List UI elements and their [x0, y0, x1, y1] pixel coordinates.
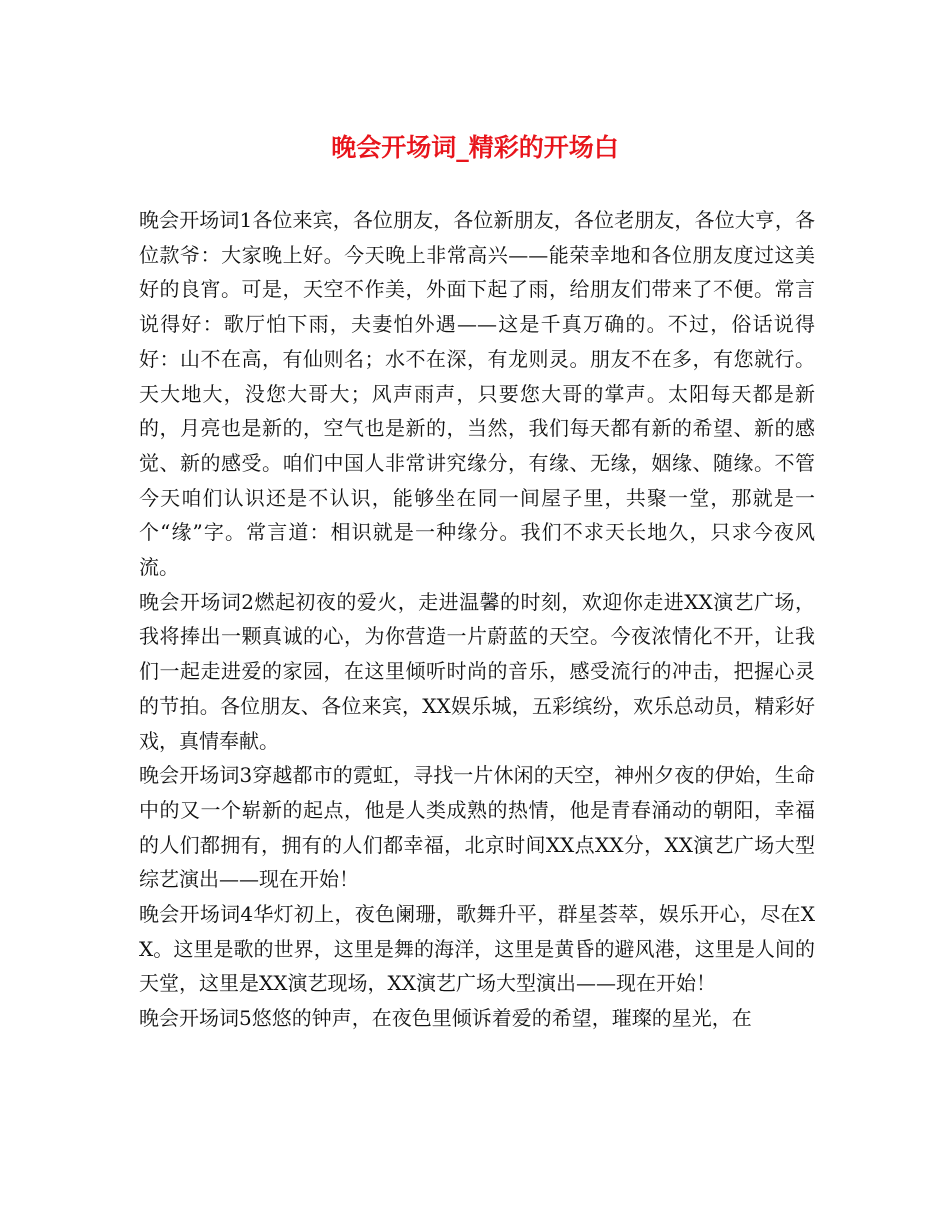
- paragraph-opening-5: 晚会开场词5悠悠的钟声，在夜色里倾诉着爱的希望，璀璨的星光，在: [139, 1006, 752, 1031]
- document-title: 晚会开场词_精彩的开场白: [331, 133, 619, 162]
- paragraph-opening-2: 晚会开场词2燃起初夜的爱火，走进温馨的时刻，欢迎你走进XX演艺广场，我将捧出一颗真诚的心，为你营造一片蔚蓝的天空。今夜浓情化不开，让我们一起走进爱的家园，在这里倾听时尚的音乐，感受流行的冲击，把握心灵的节拍。各位朋友、各位来宾，XX娱乐城，五彩缤纷，欢乐总动员，精彩好戏，真情奉献。: [139, 589, 815, 753]
- document-body: [139, 203, 815, 1036]
- paragraph-opening-1: 晚会开场词1各位来宾，各位朋友，各位新朋友，各位老朋友，各位大亨，各位款爷：大家晚上好。今天晚上非常高兴——能荣幸地和各位朋友度过这美好的良宵。可是，天空不作美，外面下起了雨，给朋友们带来了不便。常言说得好：歌厅怕下雨，夫妻怕外遇——这是千真万确的。不过，俗话说得好：山不在高，有仙则名；水不在深，有龙则灵。朋友不在多，有您就行。天大地大，没您大哥大；风声雨声，只要您大哥的掌声。太阳每天都是新的，月亮也是新的，空气也是新的，当然，我们每天都有新的希望、新的感觉、新的感受。咱们中国人非常讲究缘分，有缘、无缘，姻缘、随缘。不管今天咱们认识还是不认识，能够坐在同一间屋子里，共聚一堂，那就是一个“缘”字。常言道：相识就是一种缘分。我们不求天长地久，只求今夜风流。: [139, 208, 815, 580]
- paragraph-opening-3: 晚会开场词3穿越都市的霓虹，寻找一片休闲的天空，神州夕夜的伊始，生命中的又一个崭新的起点，他是人类成熟的热情，他是青春涌动的朝阳，幸福的人们都拥有，拥有的人们都幸福，北京时间XX点XX分，XX演艺广场大型综艺演出——现在开始！: [139, 763, 815, 892]
- paragraph-opening-4: 晚会开场词4华灯初上，夜色阑珊，歌舞升平，群星荟萃，娱乐开心，尽在XX。这里是歌的世界，这里是舞的海洋，这里是黄昏的避风港，这里是人间的天堂，这里是XX演艺现场，XX演艺广场大型演出——现在开始！: [139, 902, 815, 996]
